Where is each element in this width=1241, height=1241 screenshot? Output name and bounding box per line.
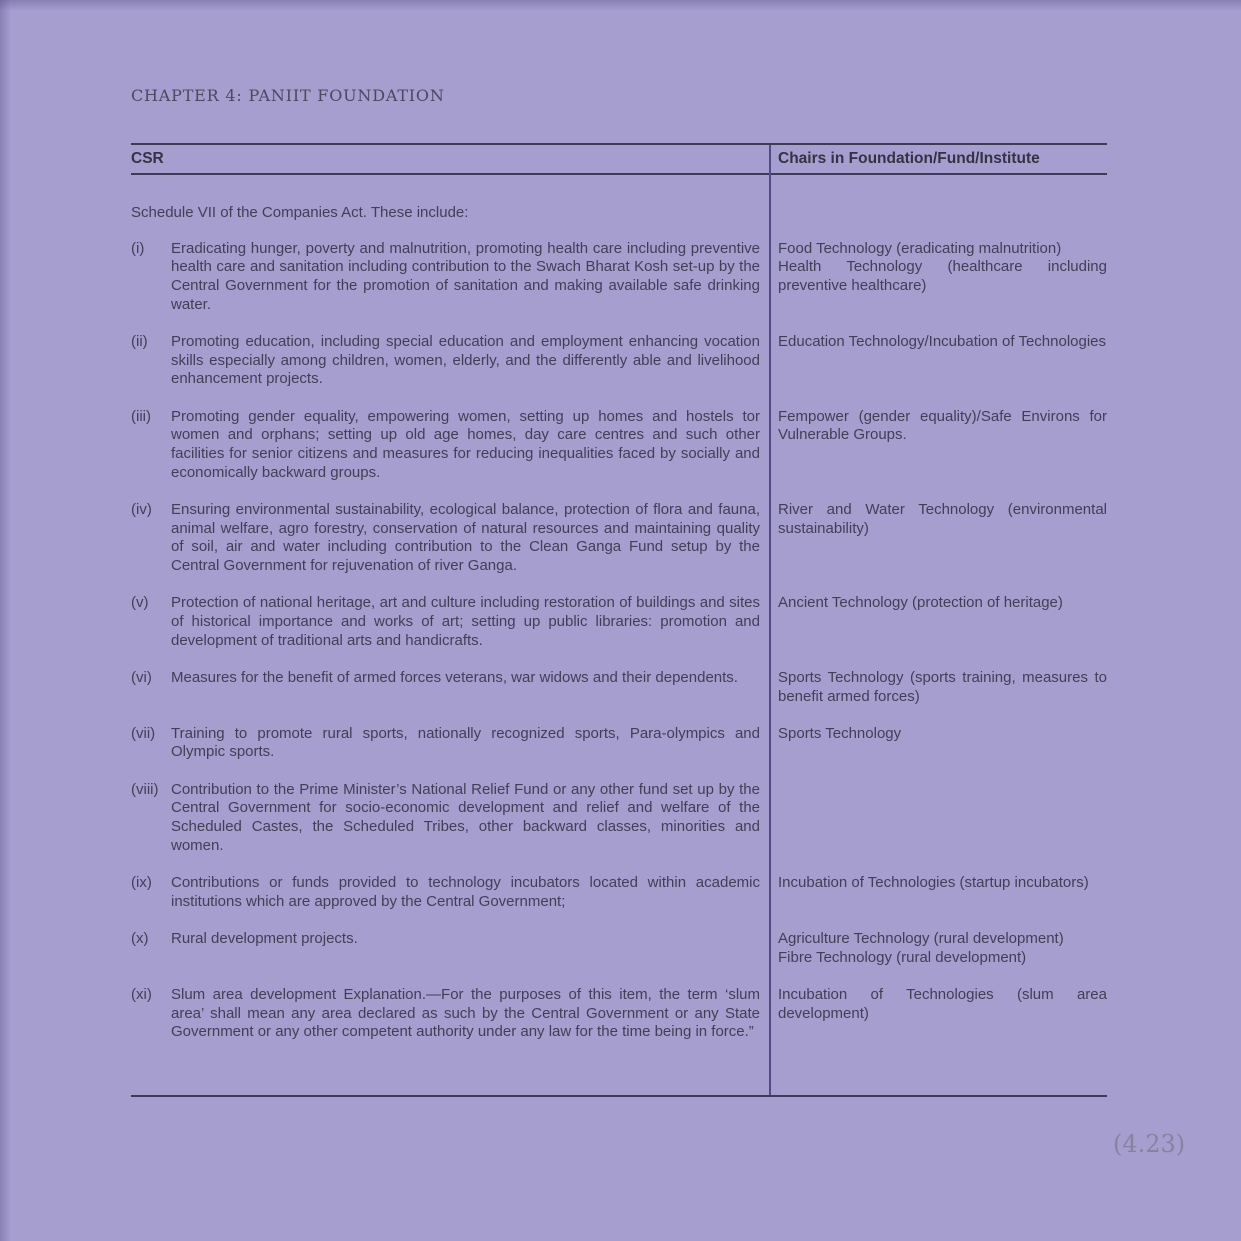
row-number: (v) (131, 594, 149, 612)
chairs-cell (769, 781, 1107, 856)
chairs-cell (769, 240, 1107, 315)
col-header-chairs: Chairs in Foundation/Fund/Institute (778, 150, 1040, 167)
chairs-cell (769, 408, 1107, 483)
csr-text: Promoting education, including special education and employment enhancing vocation skills especially among children, women, elderly, and the differently able and livelihood enhancement projects. (171, 333, 760, 388)
csr-chairs-table (131, 143, 1107, 1097)
chair-item: Sports Technology (778, 724, 902, 742)
csr-cell (131, 986, 769, 1042)
chair-item: Ancient Technology (protection of heritage) (778, 594, 1063, 612)
row-number: (i) (131, 239, 145, 257)
csr-cell (131, 501, 769, 576)
row-number: (iii) (131, 407, 151, 425)
row-number: (iv) (131, 500, 152, 518)
csr-cell (131, 240, 769, 315)
csr-cell (131, 781, 769, 856)
page-number: (4.23) (1113, 1130, 1186, 1158)
csr-text: Training to promote rural sports, nationally recognized sports, Para-olympics and Olympic sports. (171, 724, 760, 761)
intro-text: Schedule VII of the Companies Act. These include: (131, 204, 469, 221)
row-number: (vi) (131, 668, 152, 686)
csr-text: Rural development projects. (171, 929, 358, 947)
chair-item: Sports Technology (sports training, measures to benefit armed forces) (778, 668, 1107, 705)
table-row (131, 930, 1107, 967)
chairs-cell (769, 669, 1107, 706)
csr-text: Promoting gender equality, empowering women, setting up homes and hostels tor women and orphans; setting up old age homes, day care centres and such other facilities for senior citizens and measures for reducing inequalities faced by socially and economically backward groups. (171, 407, 760, 481)
chair-item: Fibre Technology (rural development) (778, 948, 1027, 966)
csr-cell (131, 725, 769, 762)
chairs-cell (769, 594, 1107, 650)
csr-text: Eradicating hunger, poverty and malnutrition, promoting health care including preventive health care and sanitation including contribution to the Swach Bharat Kosh set-up by the Central Government for the promotion of sanitation and making available safe drinking water. (171, 239, 760, 313)
chair-item: Incubation of Technologies (slum area development) (778, 985, 1107, 1022)
row-number: (ii) (131, 333, 148, 351)
row-number: (xi) (131, 985, 152, 1003)
table-row (131, 240, 1107, 315)
chairs-cell (769, 930, 1107, 967)
csr-cell (131, 669, 769, 706)
csr-cell (131, 930, 769, 967)
csr-text: Slum area development Explanation.—For the purposes of this item, the term ‘slum area’ shall mean any area declared as such by the Central Government or any State Government or any other competent authority under any law for the time being in force.” (171, 985, 760, 1041)
csr-text: Ensuring environmental sustainability, ecological balance, protection of flora and fauna, animal welfare, agro forestry, conservation of natural resources and maintaining quality of soil, air and water including contribution to the Clean Ganga Fund setup by the Central Government for rejuvenation of river Ganga. (171, 500, 760, 575)
csr-text: Protection of national heritage, art and culture including restoration of buildings and sites of historical importance and works of art; setting up public libraries: promotion and development of traditional arts and handicrafts. (171, 594, 760, 649)
chairs-cell (769, 874, 1107, 911)
chairs-cell (769, 986, 1107, 1042)
csr-text: Contribution to the Prime Minister’s National Relief Fund or any other fund set up by the Central Government for socio-economic development and relief and welfare of the Scheduled Castes, the Scheduled Tribes, other backward classes, minorities and women. (171, 780, 760, 854)
chairs-cell (769, 501, 1107, 576)
chair-item: Fempower (gender equality)/Safe Environs for Vulnerable Groups. (778, 407, 1107, 444)
csr-cell (131, 874, 769, 911)
row-number: (x) (131, 929, 149, 947)
table-row (131, 501, 1107, 576)
csr-text: Contributions or funds provided to technology incubators located within academic institutions which are approved by the Central Government; (171, 873, 760, 910)
chapter-title: CHAPTER 4: PANIIT FOUNDATION (131, 86, 445, 105)
table-row (131, 669, 1107, 706)
chair-item: Health Technology (healthcare including preventive healthcare) (778, 258, 1107, 295)
chair-item: Agriculture Technology (rural development) (778, 929, 1064, 947)
chairs-cell (769, 333, 1107, 389)
row-number: (ix) (131, 873, 152, 891)
chair-item: Education Technology/Incubation of Technologies (778, 333, 1107, 351)
row-number: (viii) (131, 780, 159, 798)
csr-text: Measures for the benefit of armed forces veterans, war widows and their dependents. (171, 668, 738, 686)
table-row (131, 333, 1107, 389)
column-divider (769, 145, 771, 1095)
csr-cell (131, 408, 769, 483)
chair-item: Food Technology (eradicating malnutrition) (778, 239, 1062, 257)
chairs-cell (769, 725, 1107, 762)
csr-cell (131, 333, 769, 389)
row-number: (vii) (131, 724, 156, 742)
table-body (131, 204, 1107, 1042)
chair-item: Incubation of Technologies (startup incubators) (778, 873, 1089, 891)
table-header (131, 145, 1107, 175)
table-row (131, 594, 1107, 650)
col-header-csr: CSR (131, 150, 164, 167)
csr-cell (131, 594, 769, 650)
table-row (131, 408, 1107, 483)
table-row (131, 725, 1107, 762)
chair-item: River and Water Technology (environmental sustainability) (778, 500, 1107, 537)
table-row (131, 986, 1107, 1042)
table-row (131, 781, 1107, 856)
table-row (131, 874, 1107, 911)
